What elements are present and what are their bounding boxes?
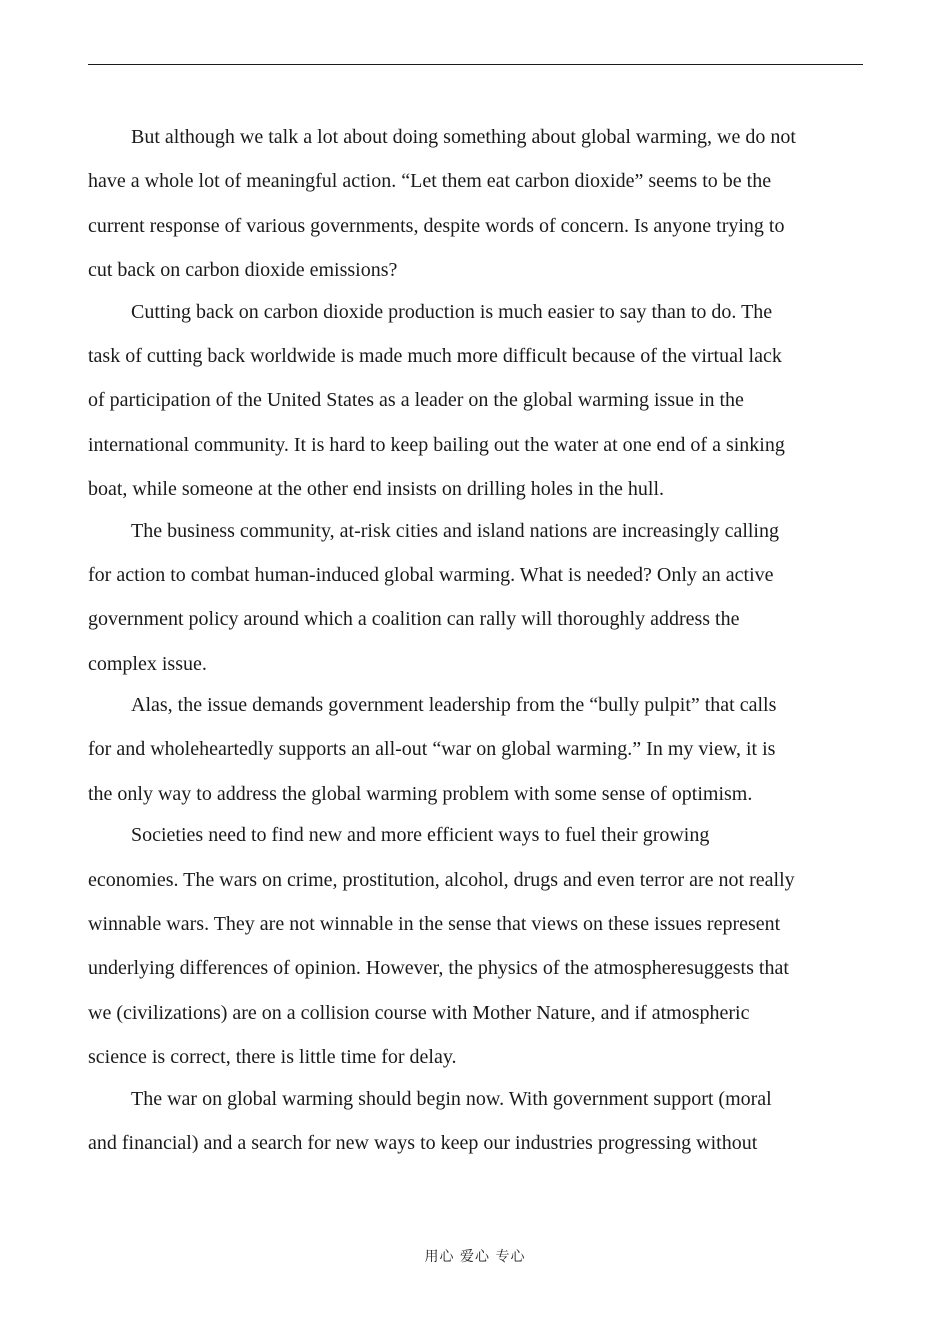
text-line: government policy around which a coalition can rally will thoroughly address the	[88, 608, 740, 631]
paragraph	[88, 297, 868, 516]
document-body	[88, 122, 868, 1172]
text-line: winnable wars. They are not winnable in the sense that views on these issues represent	[88, 913, 781, 936]
text-line: for action to combat human-induced global warming. What is needed? Only an active	[88, 563, 774, 586]
text-line: task of cutting back worldwide is made much more difficult because of the virtual lack	[88, 344, 782, 367]
text-line: the only way to address the global warming problem with some sense of optimism.	[88, 782, 753, 805]
text-line: Societies need to find new and more efficient ways to fuel their growing	[131, 824, 710, 847]
text-line: for and wholeheartedly supports an all-out “war on global warming.” In my view, it is	[88, 738, 776, 761]
text-line: economies. The wars on crime, prostitution, alcohol, drugs and even terror are not really	[88, 868, 795, 891]
text-line: and financial) and a search for new ways to keep our industries progressing without	[88, 1131, 758, 1154]
text-line: The war on global warming should begin now. With government support (moral	[131, 1087, 772, 1110]
text-line: Cutting back on carbon dioxide production is much easier to say than to do. The	[131, 300, 773, 323]
text-line: complex issue.	[88, 652, 207, 675]
text-line: But although we talk a lot about doing something about global warming, we do not	[131, 126, 796, 148]
text-line: have a whole lot of meaningful action. “Let them eat carbon dioxide” seems to be the	[88, 170, 772, 193]
paragraph	[88, 1084, 868, 1173]
paragraph	[88, 516, 868, 691]
paragraph	[88, 690, 868, 820]
text-line: Alas, the issue demands government leadership from the “bully pulpit” that calls	[131, 694, 777, 717]
text-line: boat, while someone at the other end insists on drilling holes in the hull.	[88, 478, 665, 501]
text-line: cut back on carbon dioxide emissions?	[88, 259, 398, 282]
text-line: underlying differences of opinion. However, the physics of the atmospheresuggests that	[88, 957, 789, 980]
paragraph	[88, 122, 868, 297]
text-line: we (civilizations) are on a collision course with Mother Nature, and if atmospheric	[88, 1001, 750, 1024]
text-line: international community. It is hard to keep bailing out the water at one end of a sinking	[88, 433, 785, 456]
text-line: The business community, at-risk cities and island nations are increasingly calling	[131, 519, 779, 542]
page-footer: 用心 爱心 专心	[424, 1249, 526, 1265]
text-line: science is correct, there is little time for delay.	[88, 1046, 457, 1069]
text-line: of participation of the United States as a leader on the global warming issue in the	[88, 389, 744, 412]
text-line: current response of various governments, despite words of concern. Is anyone trying to	[88, 214, 785, 237]
header-rule	[88, 64, 863, 65]
paragraph	[88, 820, 868, 1083]
